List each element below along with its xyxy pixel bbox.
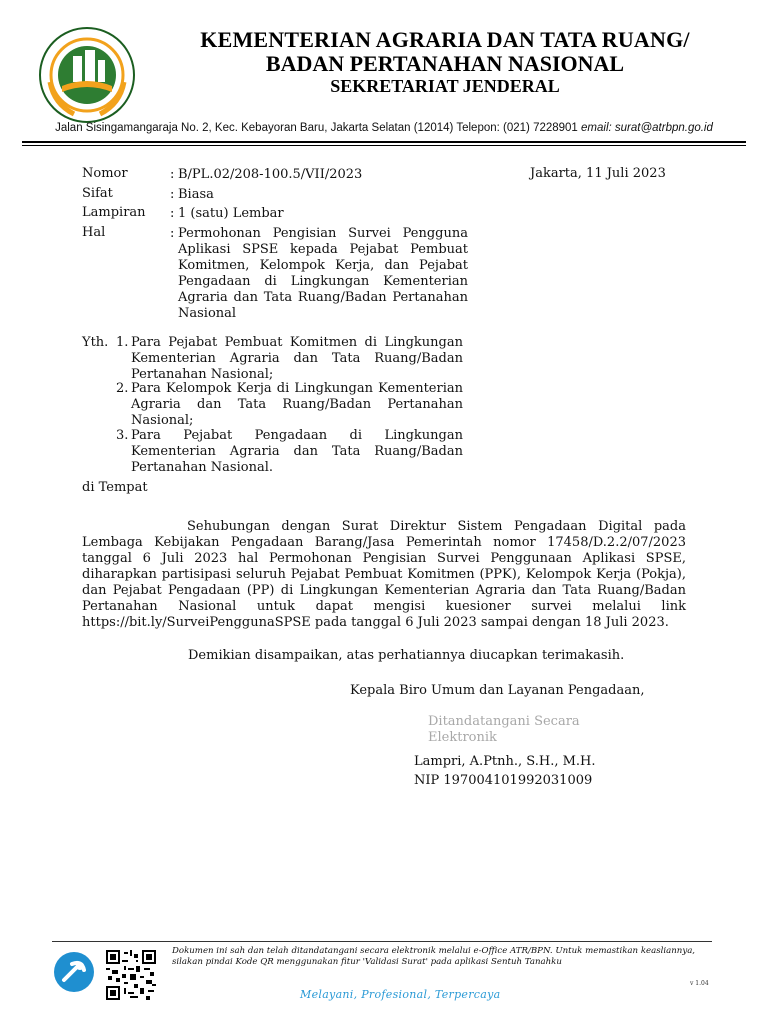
hal-value: Permohonan Pengisian Survei Pengguna Aplikasi SPSE kepada Pejabat Pembuat Komitmen, Kelompok Kerja, dan Pejabat Pengadaan di Lingkungan Kementerian Agraria dan Tata Ruang/Badan Pertanahan Nasional — [178, 226, 468, 321]
header-divider-thick — [22, 141, 746, 143]
lampiran-value: 1 (satu) Lembar — [178, 206, 284, 221]
ministry-name-line2: BADAN PERTANAHAN NASIONAL — [265, 51, 625, 76]
signatory-name: Lampri, A.Ptnh., S.H., M.H. — [414, 754, 596, 769]
lampiran-colon: : — [170, 206, 175, 221]
lampiran-label: Lampiran — [82, 205, 146, 220]
body-paragraph: Sehubungan dengan Surat Direktur Sistem Pengadaan Digital pada Lembaga Kebijakan Pengadaan Barang/Jasa Pemerintah nomor 17458/D.2.2/07/2023 tanggal 6 Juli 2023 hal Permohonan Pengisian Survei Penggunaan Aplikasi SPSE, diharapkan partisipasi seluruh Pejabat Pembuat Komitmen (PPK), Kelompok Kerja (Pokja), dan Pejabat Pengadaan (PP) di Lingkungan Kementerian Agraria dan Tata Ruang/Badan Pertanahan Nasional untuk dapat mengisi kuesioner survei melalui link https://bit.ly/SurveiPenggunaSPSE pada tanggal 6 Juli 2023 sampai dengan 18 Juli 2023. — [82, 519, 686, 630]
footer-motto: Melayani, Profesional, Terpercaya — [300, 988, 501, 1001]
recipient-location: di Tempat — [82, 480, 148, 495]
sifat-label: Sifat — [82, 186, 113, 201]
version-label: v 1.04 — [690, 980, 709, 987]
hal-colon: : — [170, 226, 175, 241]
footer-verification-note: Dokumen ini sah dan telah ditandatangani secara elektronik melalui e-Office ATR/BPN. Untuk memastikan keasliannya, silakan pindai Kode QR menggunakan fitur 'Validasi Surat' pada aplikasi Sentuh Tanahku — [172, 946, 696, 967]
address-text: Jalan Sisingamangaraja No. 2, Kec. Kebayoran Baru, Jakarta Selatan (12014) Telepon: (021) 7228901 — [55, 122, 582, 134]
recipient-number: 1. — [116, 335, 129, 350]
sifat-colon: : — [170, 187, 175, 202]
hal-label: Hal — [82, 225, 106, 240]
recipient-item: Para Kelompok Kerja di Lingkungan Kementerian Agraria dan Tata Ruang/Badan Pertanahan Nasional; — [131, 381, 463, 428]
sifat-value: Biasa — [178, 187, 214, 202]
header-divider-thin — [22, 145, 746, 146]
recipient-label: Yth. — [82, 335, 109, 350]
email-text: email: surat@atrbpn.go.id — [581, 122, 713, 134]
e-office-badge-icon — [52, 950, 96, 994]
signatory-title: Kepala Biro Umum dan Layanan Pengadaan, — [350, 683, 645, 698]
closing-sentence: Demikian disampaikan, atas perhatiannya diucapkan terimakasih. — [188, 648, 625, 663]
secretariat-name: SEKRETARIAT JENDERAL — [330, 76, 560, 96]
qr-code-icon[interactable] — [106, 950, 156, 1000]
nomor-value: B/PL.02/208-100.5/VII/2023 — [178, 167, 363, 182]
footer-divider — [52, 941, 712, 942]
recipient-number: 2. — [116, 381, 129, 396]
nomor-colon: : — [170, 167, 175, 182]
ministry-name-line1: KEMENTERIAN AGRARIA DAN TATA RUANG/ — [200, 27, 690, 52]
signatory-nip: NIP 197004101992031009 — [414, 773, 593, 788]
recipient-number: 3. — [116, 428, 129, 443]
letterhead-address — [0, 122, 768, 134]
electronic-signature-note: Ditandatangani Secara Elektronik — [428, 714, 580, 745]
place-date: Jakarta, 11 Juli 2023 — [530, 166, 666, 181]
nomor-label: Nomor — [82, 166, 128, 181]
recipient-item: Para Pejabat Pengadaan di Lingkungan Kementerian Agraria dan Tata Ruang/Badan Pertanahan Nasional. — [131, 428, 463, 475]
ministry-seal-icon — [38, 26, 136, 124]
recipient-item: Para Pejabat Pembuat Komitmen di Lingkungan Kementerian Agraria dan Tata Ruang/Badan Pertanahan Nasional; — [131, 335, 463, 382]
